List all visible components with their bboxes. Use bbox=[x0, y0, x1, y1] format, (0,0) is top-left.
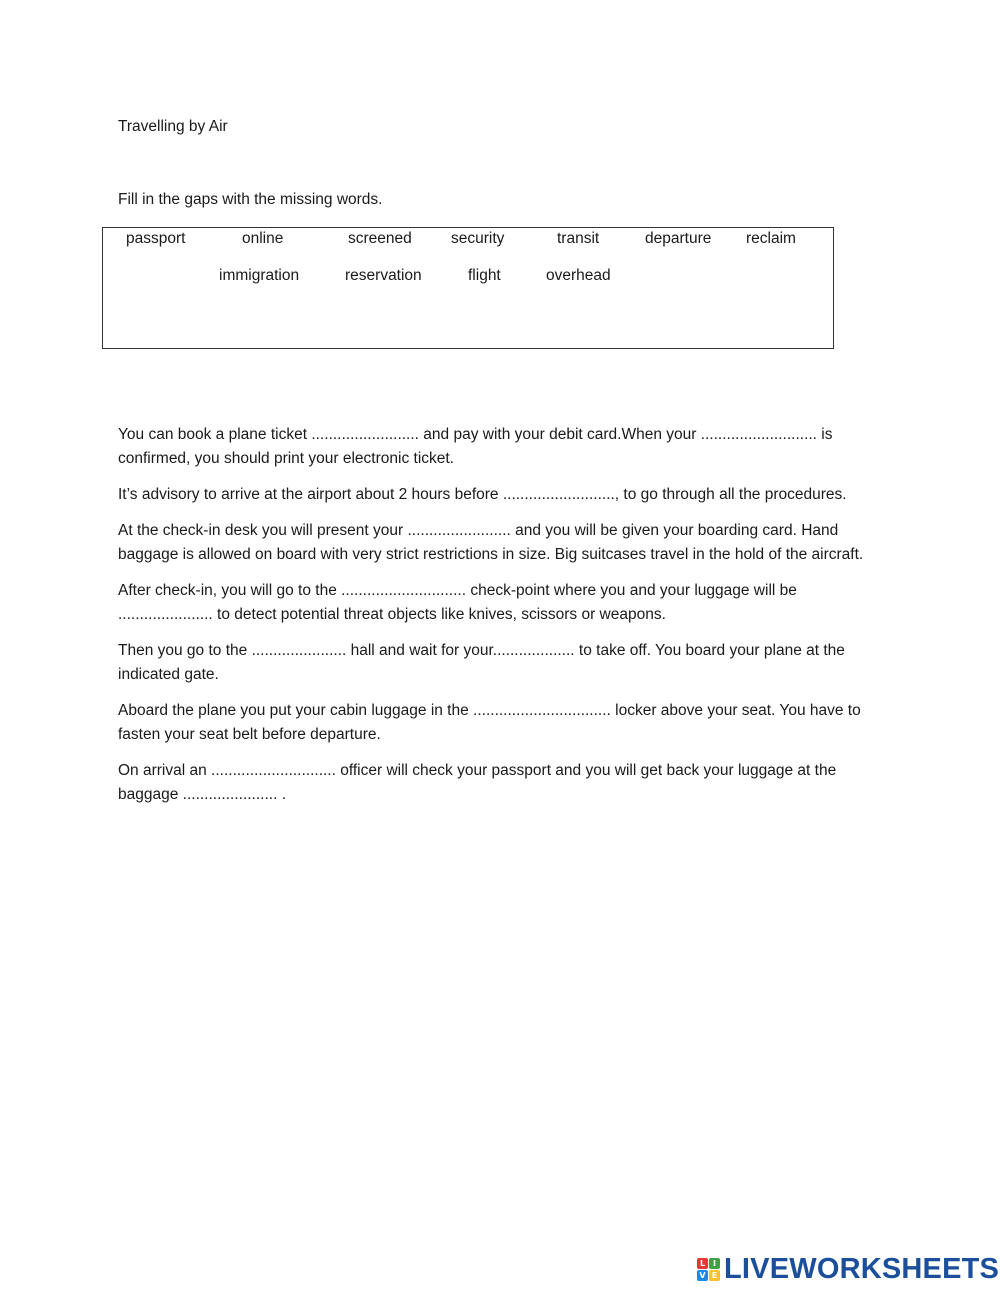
paragraph: Aboard the plane you put your cabin luggage in the ................................ locker above your seat. You have to fasten your seat belt before departure. bbox=[118, 702, 861, 743]
paragraph: On arrival an ............................. officer will check your passport and you will get back your luggage at the baggage ...................... . bbox=[118, 762, 837, 803]
instruction-text: Fill in the gaps with the missing words. bbox=[118, 191, 383, 208]
word-bank-item: transit bbox=[557, 230, 600, 247]
word-bank-item: reclaim bbox=[746, 230, 796, 247]
word-bank-item: passport bbox=[126, 230, 186, 247]
word-bank-box bbox=[102, 227, 834, 349]
word-bank-item: screened bbox=[348, 230, 412, 247]
word-bank-item: reservation bbox=[345, 267, 422, 284]
paragraph: Then you go to the ...................... hall and wait for your................... to take off. You board your plane at the indicated gate. bbox=[118, 642, 845, 683]
paragraph: You can book a plane ticket ......................... and pay with your debit card.When your ........................... is confirmed, you should print your electronic ticket. bbox=[118, 426, 833, 467]
word-bank-item: online bbox=[242, 230, 284, 247]
word-bank-item: overhead bbox=[546, 267, 611, 284]
word-bank-item: immigration bbox=[219, 267, 300, 284]
paragraph: At the check-in desk you will present your ........................ and you will be given your boarding card. Hand baggage is allowed on board with very strict restrictions in size. Big suitcases travel in the hold of the aircraft. bbox=[118, 522, 864, 563]
logo-block: L bbox=[697, 1258, 708, 1269]
word-bank-item: departure bbox=[645, 230, 712, 247]
paragraph: After check-in, you will go to the ............................. check-point where you and your luggage will be ...................... to detect potential threat objects like knives, scissors or weapons. bbox=[118, 582, 797, 623]
page-title: Travelling by Air bbox=[118, 118, 228, 135]
logo-text: LIVEWORKSHEETS bbox=[724, 1252, 1000, 1285]
paragraph: It’s advisory to arrive at the airport about 2 hours before .........................., to go through all the procedures. bbox=[118, 486, 847, 503]
liveworksheets-logo bbox=[697, 1252, 999, 1286]
word-bank-item: flight bbox=[468, 267, 501, 284]
logo-block: E bbox=[709, 1270, 720, 1281]
logo-blocks-icon bbox=[697, 1258, 720, 1281]
word-bank-item: security bbox=[451, 230, 505, 247]
logo-block: V bbox=[697, 1270, 708, 1281]
logo-block: I bbox=[709, 1258, 720, 1269]
exercise-text bbox=[118, 423, 878, 819]
